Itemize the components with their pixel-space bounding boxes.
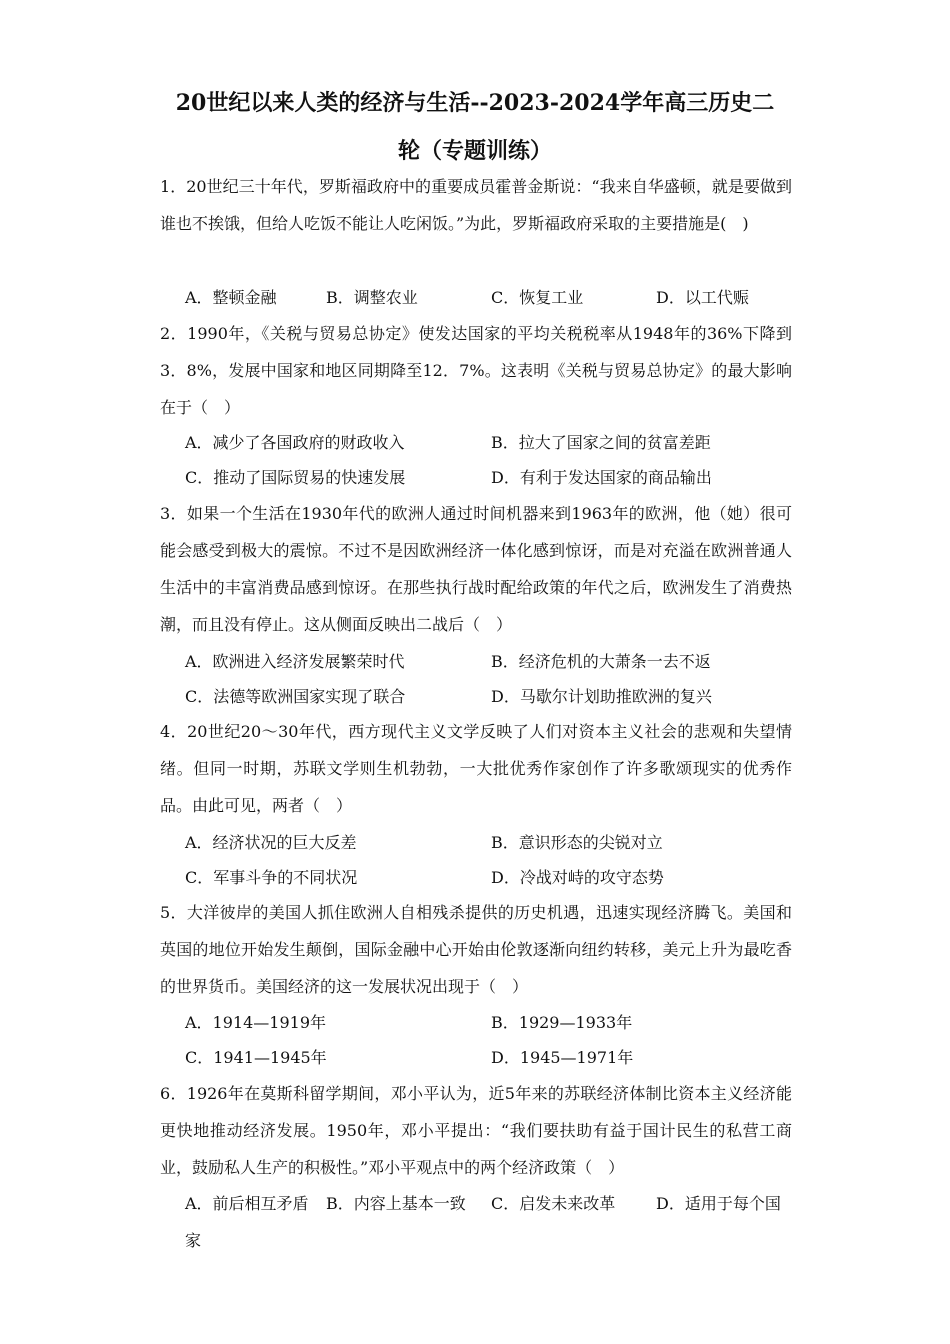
question-2-option-a: A．减少了各国政府的财政收入 [185,433,405,452]
document-title-line-1: 20世纪以来人类的经济与生活--2023-2024学年高三历史二 [175,90,775,116]
document-title-line-2: 轮（专题训练） [397,138,552,164]
question-3-option-a: A．欧洲进入经济发展繁荣时代 [185,652,405,671]
question-3-stem: 3．如果一个生活在1930年代的欧洲人通过时间机器来到1963年的欧洲，他（她）很可能会感受到极大的震惊。不过不是因欧洲经济一体化感到惊讶，而是对充溢在欧洲普通人生活中的丰富消费品感到惊讶。在那些执行战时配给政策的年代之后，欧洲发生了消费热潮，而且没有停止。这从侧面反映出二战后（ ） [160,504,792,634]
question-2-stem: 2．1990年，《关税与贸易总协定》使发达国家的平均关税税率从1948年的36%下降到3．8%，发展中国家和地区同期降至12．7%。这表明《关税与贸易总协定》的最大影响在于（ ） [160,324,792,417]
question-4-option-a: A．经济状况的巨大反差 [185,833,357,852]
question-4-stem: 4．20世纪20～30年代，西方现代主义文学反映了人们对资本主义社会的悲观和失望情绪。但同一时期，苏联文学则生机勃勃，一大批优秀作家创作了许多歌颂现实的优秀作品。由此可见，两者（ ） [160,722,792,815]
question-4-option-d: D．冷战对峙的攻守态势 [491,868,664,887]
question-3-option-c: C．法德等欧洲国家实现了联合 [185,687,406,706]
question-5-stem: 5．大洋彼岸的美国人抓住欧洲人自相残杀提供的历史机遇，迅速实现经济腾飞。美国和英国的地位开始发生颠倒，国际金融中心开始由伦敦逐渐向纽约转移，美元上升为最吃香的世界货币。美国经济的这一发展状况出现于（ ） [160,903,792,996]
question-1-option-b: B．调整农业 [326,288,418,307]
question-2-option-c: C．推动了国际贸易的快速发展 [185,468,406,487]
question-1-option-a: A．整顿金融 [185,288,277,307]
question-6-option-d: D．适用于每个国 [656,1194,781,1213]
question-2-option-d: D．有利于发达国家的商品输出 [491,468,712,487]
question-5-option-b: B．1929—1933年 [491,1013,633,1032]
question-4-option-b: B．意识形态的尖锐对立 [491,833,663,852]
question-5-option-c: C．1941—1945年 [185,1048,327,1067]
question-6-stem: 6．1926年在莫斯科留学期间，邓小平认为，近5年来的苏联经济体制比资本主义经济能更快地推动经济发展。1950年，邓小平提出：“我们要扶助有益于国计民生的私营工商业，鼓励私人生产的积极性。”邓小平观点中的两个经济政策（ ） [160,1084,792,1177]
question-1-option-c: C．恢复工业 [491,288,584,307]
question-5-option-d: D．1945—1971年 [491,1048,634,1067]
question-6-option-a: A．前后相互矛盾 [185,1194,309,1213]
question-6-option-b: B．内容上基本一致 [326,1194,466,1213]
question-1-option-d: D．以工代赈 [656,288,749,307]
question-2-option-b: B．拉大了国家之间的贫富差距 [491,433,711,452]
question-3-option-b: B．经济危机的大萧条一去不返 [491,652,711,671]
question-1-stem: 1．20世纪三十年代，罗斯福政府中的重要成员霍普金斯说：“我来自华盛顿，就是要做到谁也不挨饿，但给人吃饭不能让人吃闲饭。”为此，罗斯福政府采取的主要措施是( ) [160,177,792,233]
question-5-option-a: A．1914—1919年 [185,1013,326,1032]
question-3-option-d: D．马歇尔计划助推欧洲的复兴 [491,687,712,706]
question-6-option-c: C．启发未来改革 [491,1194,616,1213]
question-6-option-d-continued: 家 [185,1231,202,1250]
question-4-option-c: C．军事斗争的不同状况 [185,868,358,887]
